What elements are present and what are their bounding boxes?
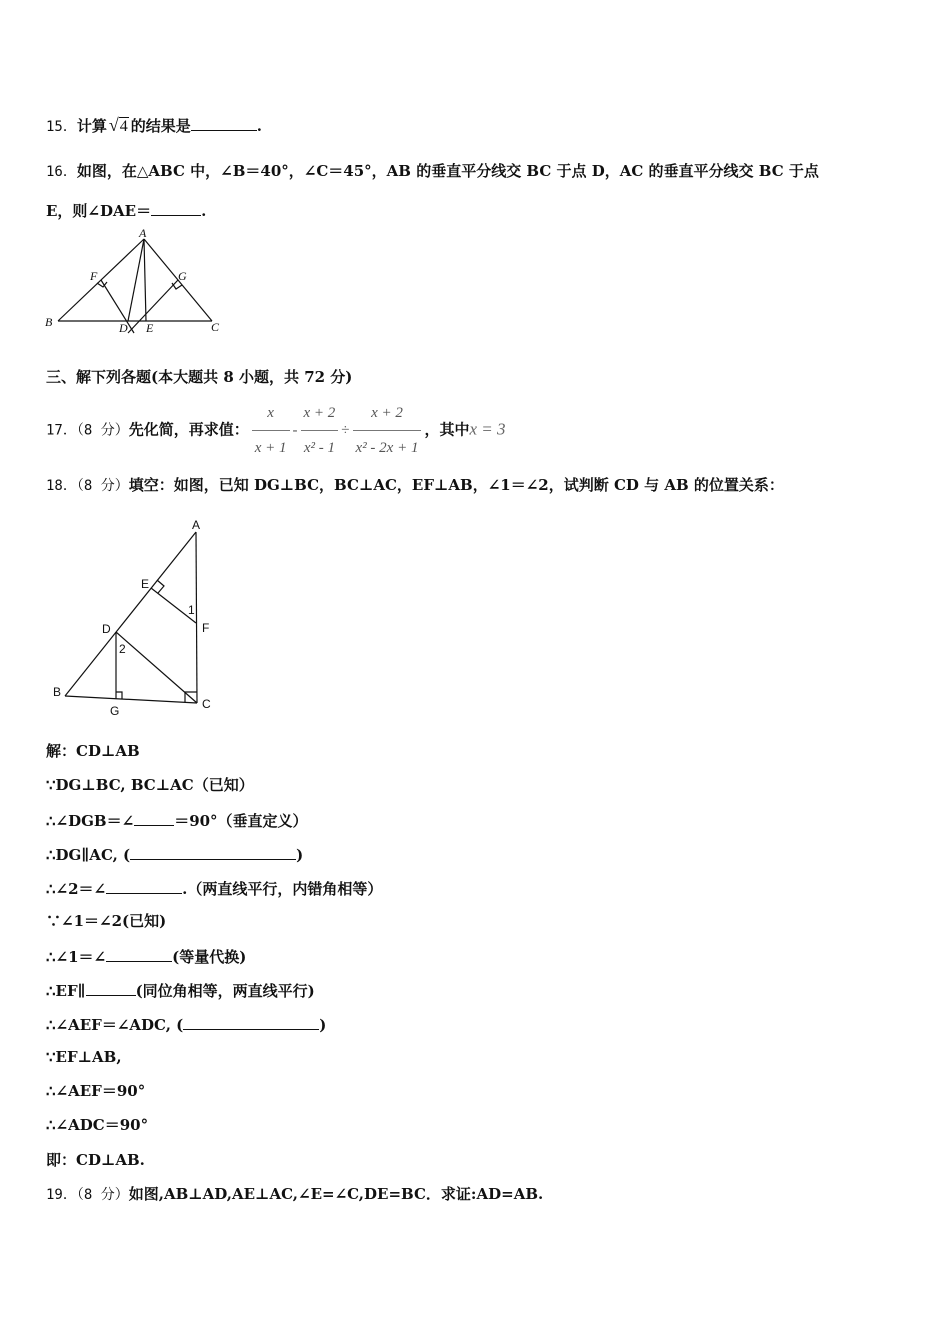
solution-step-3: ∴∠DGB＝∠ ＝90°（垂直定义） [46, 809, 308, 831]
label-g: G [178, 269, 187, 283]
label-b: B [45, 315, 53, 329]
solution-step-12: ∴∠ADC＝90° [46, 1116, 149, 1134]
angle-label-1: 1 [188, 603, 195, 617]
solution-step-4: ∴DG∥AC, ( ) [46, 843, 303, 865]
answer-blank[interactable] [134, 809, 174, 826]
section-3-heading: 三、解下列各题(本大题共 8 小题，共 72 分) [46, 368, 353, 386]
condition: x = 3 [469, 419, 506, 439]
q15-prefix: 计算 [76, 117, 107, 135]
segment-ac [196, 532, 197, 703]
question-number: 17． [46, 422, 77, 439]
fraction-2: $\frac{x + 2}{\text{x² - 1}}$ [301, 396, 339, 465]
fraction-3: $\frac{x + 2}{\text{x² - 2x + 1}}$ [353, 396, 422, 465]
figure-q16-triangle [40, 225, 240, 340]
solution-step-11: ∴∠AEF＝90° [46, 1082, 146, 1100]
label-f: F [202, 621, 210, 635]
question-18: 18．（8 分）填空：如图，已知 DG⊥BC，BC⊥AC，EF⊥AB，∠1＝∠2，试判断 CD 与 AB 的位置关系： [46, 476, 784, 494]
score: （8 分） [76, 1187, 129, 1203]
question-19: 19．（8 分）如图,AB⊥AD,AE⊥AC,∠E=∠C,DE=BC．求证:AD=AB. [46, 1185, 544, 1203]
question-15: 15．计算 √4 的结果是 . [46, 115, 263, 135]
label-d: D [102, 622, 111, 636]
answer-blank[interactable] [183, 1013, 319, 1030]
answer-blank[interactable] [106, 877, 182, 894]
solution-step-7: ∴∠1＝∠ (等量代换) [46, 945, 246, 967]
solution-step-9: ∴∠AEF＝∠ADC, ( ) [46, 1013, 326, 1035]
label-e: E [141, 577, 150, 591]
label-a: A [139, 226, 147, 240]
label-d: D [119, 321, 128, 335]
label-b: B [53, 685, 62, 699]
solution-step-8: ∴EF∥ (同位角相等，两直线平行) [46, 979, 315, 1001]
label-c: C [211, 320, 220, 334]
question-number: 16． [46, 164, 77, 180]
answer-blank[interactable] [191, 114, 257, 131]
segment-bc [65, 696, 197, 703]
answer-blank[interactable] [106, 945, 172, 962]
solution-step-10: ∵EF⊥AB, [46, 1048, 122, 1066]
right-angle-mark-g [116, 692, 122, 699]
solution-step-6: ∵∠1＝∠2(已知) [46, 912, 167, 930]
fraction-1: $\frac{x}{x + 1}$ [252, 396, 290, 465]
label-a: A [192, 518, 201, 532]
question-17: 17．（8 分）先化简，再求值： $\frac{x}{x + 1}$ - $\frac{x + 2}{\text{x² - 1}}$ ÷ $\frac{x + 2}{\text{x² - 2x + 1}}$ ，其中x = 3 [46, 396, 506, 465]
label-f: F [90, 269, 98, 283]
answer-blank[interactable] [130, 843, 296, 860]
label-g: G [110, 704, 120, 718]
answer-blank[interactable] [151, 199, 201, 216]
question-number: 19． [46, 1187, 77, 1203]
solution-step-2: ∵DG⊥BC, BC⊥AC（已知） [46, 776, 254, 794]
answer-blank[interactable] [86, 979, 136, 996]
sqrt-expression: √4 [108, 115, 128, 135]
right-angle-mark-e [157, 580, 164, 593]
label-e: E [146, 321, 154, 335]
question-16-line2: E，则∠DAE＝ . [46, 199, 206, 221]
score: （8 分） [76, 422, 129, 439]
solution-step-13: 即：CD⊥AB. [46, 1151, 145, 1169]
segment-ba [65, 532, 196, 696]
question-number: 18． [46, 478, 77, 494]
solution-step-5: ∴∠2＝∠ .（两直线平行，内错角相等） [46, 877, 382, 899]
q15-suffix: 的结果是 [130, 117, 191, 135]
perpendicular-bisector-ab [101, 280, 134, 333]
segment-ae [144, 239, 146, 321]
score: （8 分） [76, 478, 129, 494]
question-16-line1: 16．如图，在△ABC 中，∠B＝40°，∠C＝45°，AB 的垂直平分线交 BC 于点 D，AC 的垂直平分线交 BC 于点 [46, 162, 819, 180]
solution-step-1: 解：CD⊥AB [46, 742, 140, 760]
label-c: C [202, 697, 211, 711]
question-number: 15． [46, 119, 77, 135]
angle-label-2: 2 [119, 642, 126, 656]
figure-q18-triangle [50, 518, 225, 718]
